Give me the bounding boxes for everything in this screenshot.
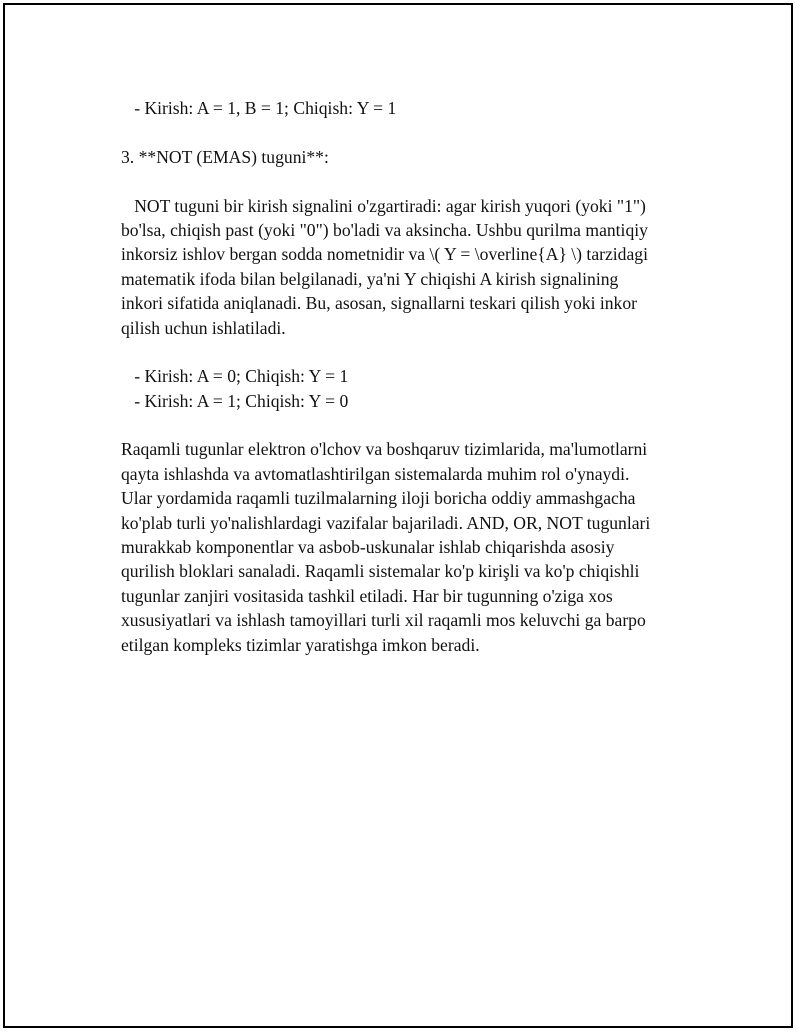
document-page (3, 3, 793, 1028)
paragraph-line: xususiyatlari va ishlash tamoyillari turli xil raqamli mos keluvchi ga barpo (121, 610, 646, 631)
spacer (121, 413, 691, 437)
section-heading-not: 3. **NOT (EMAS) tuguni**: (121, 146, 329, 167)
paragraph-line: tugunlar zanjiri vositasida tashkil etiladi. Har bir tugunning o'ziga xos (121, 585, 613, 606)
spacer (121, 169, 691, 193)
paragraph-line: matematik ifoda bilan belgilanadi, ya'ni Y chiqishi A kirish signalining (121, 268, 619, 289)
paragraph-line: NOT tuguni bir kirish signalini o'zgartiradi: agar kirish yuqori (yoki "1") (121, 195, 646, 216)
list-item-and-input-1-1: - Kirish: A = 1, B = 1; Chiqish: Y = 1 (121, 98, 397, 118)
paragraph-line: Ular yordamida raqamli tuzilmalarning iloji boricha oddiy ammashgacha (121, 488, 636, 509)
paragraph-line: qayta ishlashda va avtomatlashtirilgan sistemalarda muhim rol o'ynaydi. (121, 463, 630, 484)
paragraph-line: qilish uchun ishlatiladi. (121, 317, 286, 338)
paragraph-line: etilgan kompleks tizimlar yaratishga imkon beradi. (121, 634, 480, 655)
paragraph-line: ko'plab turli yo'nalishlardagi vazifalar bajariladi. AND, OR, NOT tugunlari (121, 512, 651, 533)
spacer (121, 340, 691, 364)
paragraph-line: inkori sifatida aniqlanadi. Bu, asosan, signallarni teskari qilish yoki inkor (121, 293, 637, 314)
spacer (121, 120, 691, 144)
summary-paragraph (121, 437, 691, 657)
list-item: - Kirish: A = 0; Chiqish: Y = 1 (121, 366, 349, 387)
not-truth-list (121, 364, 691, 413)
paragraph-line: qurilish bloklari sanaladi. Raqamli sistemalar ko'p kirişli va ko'p chiqishli (121, 561, 640, 582)
document-body (121, 96, 691, 657)
paragraph-line: bo'lsa, chiqish past (yoki "0") bo'ladi va aksincha. Ushbu qurilma mantiqiy (121, 219, 648, 240)
paragraph-line: Raqamli tugunlar elektron o'lchov va boshqaruv tizimlarida, ma'lumotlarni (121, 439, 648, 460)
paragraph-line: murakkab komponentlar va asbob-uskunalar ishlab chiqarishda asosiy (121, 537, 615, 558)
list-item: - Kirish: A = 1; Chiqish: Y = 0 (121, 390, 349, 411)
paragraph-line: inkorsiz ishlov bergan sodda nometnidir va \( Y = \overline{A} \) tarzidagi (121, 244, 648, 265)
not-description-paragraph (121, 194, 691, 340)
